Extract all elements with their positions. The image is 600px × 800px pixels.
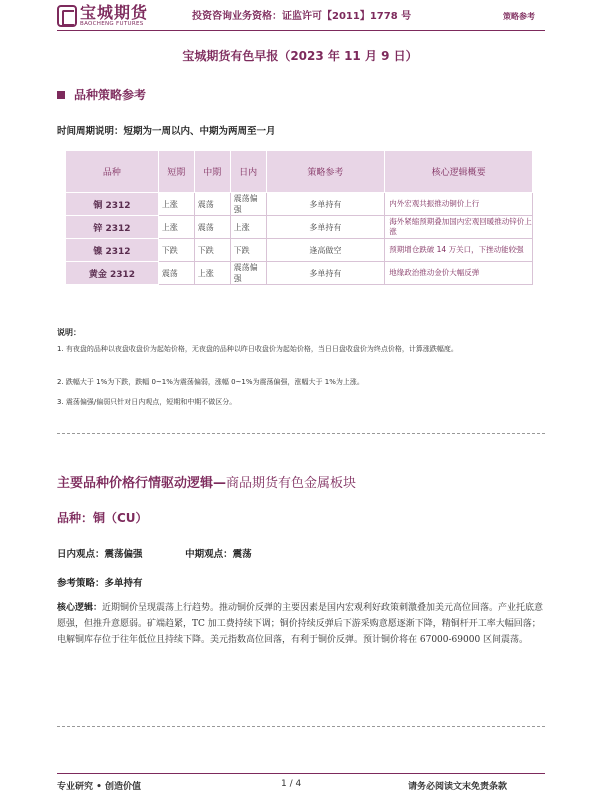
cell-mid: 震荡 <box>194 216 230 239</box>
license-text: 投资咨询业务资格：证监许可【2011】1778 号 <box>192 11 412 22</box>
core-logic-text: 近期铜价呈现震荡上行趋势。推动铜价反弹的主要因素是国内宏观利好政策刺激叠加美元高位回落。产业托底意愿强，但推升意愿弱。矿端趋紧，TC 加工费持续下调；铜价持续反弹后下游采购意愿逐渐下降，精铜杆开工率大幅回落；电解铜库存位于往年低位且持续下降。美元指数高位回落，有利于铜价反弹。预计铜价将在 67000-69000 区间震荡。 <box>57 603 544 645</box>
cell-strategy: 逢高做空 <box>266 239 385 262</box>
header-mid: 中期 <box>194 151 230 193</box>
header-short: 短期 <box>158 151 194 193</box>
page-number: 1 / 4 <box>281 779 302 789</box>
dashed-divider <box>57 726 545 727</box>
header-logic: 核心逻辑概要 <box>385 151 533 193</box>
doc-type: 策略参考 <box>503 12 535 21</box>
main-title-text: 主要品种价格行情驱动逻辑— <box>57 476 227 491</box>
table-row <box>66 239 533 262</box>
cell-mid: 震荡 <box>194 193 230 216</box>
cell-variety: 黄金 2312 <box>66 262 159 285</box>
cell-short: 上涨 <box>158 193 194 216</box>
dashed-divider <box>57 433 545 434</box>
cell-strategy: 多单持有 <box>266 193 385 216</box>
cell-short: 下跌 <box>158 239 194 262</box>
cell-mid: 下跌 <box>194 239 230 262</box>
footer-slogan: 专业研究 • 创造价值 <box>57 782 142 792</box>
period-note: 时间周期说明：短期为一周以内、中期为两周至一月 <box>57 126 276 137</box>
cell-logic: 内外宏观共振推动铜价上行 <box>385 193 533 216</box>
logo-en: BAOCHENG FUTURES <box>80 20 144 27</box>
cell-strategy: 多单持有 <box>266 216 385 239</box>
mid-view: 中期观点：震荡 <box>185 549 252 560</box>
core-logic <box>57 600 547 648</box>
footer-divider <box>57 773 545 774</box>
table-row <box>66 262 533 285</box>
cell-variety: 镍 2312 <box>66 239 159 262</box>
square-bullet-icon <box>57 91 65 99</box>
core-logic-label: 核心逻辑： <box>57 603 103 613</box>
note-item-1: 1. 有夜盘的品种以夜盘收盘价为起始价格，无夜盘的品种以昨日收盘价为起始价格，当日日盘收盘价为终点价格，计算涨跌幅度。 <box>57 345 458 353</box>
header-intraday: 日内 <box>230 151 266 193</box>
header-strategy: 策略参考 <box>266 151 385 193</box>
cell-logic: 地缘政治推动金价大幅反弹 <box>385 262 533 285</box>
cell-short: 震荡 <box>158 262 194 285</box>
cell-intraday: 下跌 <box>230 239 266 262</box>
strategy-table <box>65 150 533 285</box>
table-header-row <box>66 151 533 193</box>
cell-variety: 铜 2312 <box>66 193 159 216</box>
main-section-title <box>57 472 356 491</box>
cell-intraday: 上涨 <box>230 216 266 239</box>
section-title: 品种策略参考 <box>74 88 147 102</box>
main-title-sub: 商品期货有色金属板块 <box>226 476 357 491</box>
header-variety: 品种 <box>66 151 159 193</box>
logo-cn: 宝城期货 <box>80 2 149 22</box>
cell-variety: 锌 2312 <box>66 216 159 239</box>
note-item-3: 3. 震荡偏强/偏弱只针对日内观点，短期和中期不做区分。 <box>57 398 237 406</box>
cell-mid: 上涨 <box>194 262 230 285</box>
table-row <box>66 216 533 239</box>
cell-intraday: 震荡偏强 <box>230 262 266 285</box>
cell-logic: 海外紧缩预期叠加国内宏观回暖推动锌价上涨 <box>385 216 533 239</box>
intraday-view: 日内观点：震荡偏强 <box>57 549 143 560</box>
note-item-2: 2. 跌幅大于 1%为下跌，跌幅 0~1%为震荡偏弱，涨幅 0~1%为震荡偏强，涨幅大于 1%为上涨。 <box>57 378 364 386</box>
table-row <box>66 193 533 216</box>
company-logo <box>57 4 148 28</box>
reference-strategy: 参考策略：多单持有 <box>57 578 143 589</box>
footer-disclaimer: 请务必阅读文末免责条款 <box>408 782 508 792</box>
cell-short: 上涨 <box>158 216 194 239</box>
page-title: 宝城期货有色早报（2023 年 11 月 9 日） <box>182 49 418 63</box>
views-line <box>57 546 252 560</box>
section-heading <box>57 86 146 103</box>
cell-logic: 预期增仓跌破 14 万关口，下挫动能较强 <box>385 239 533 262</box>
header-divider <box>57 30 545 31</box>
cell-intraday: 震荡偏强 <box>230 193 266 216</box>
variety-label: 品种：铜（CU） <box>57 511 148 525</box>
cell-strategy: 多单持有 <box>266 262 385 285</box>
notes-title: 说明： <box>57 328 81 337</box>
logo-icon <box>57 5 77 27</box>
